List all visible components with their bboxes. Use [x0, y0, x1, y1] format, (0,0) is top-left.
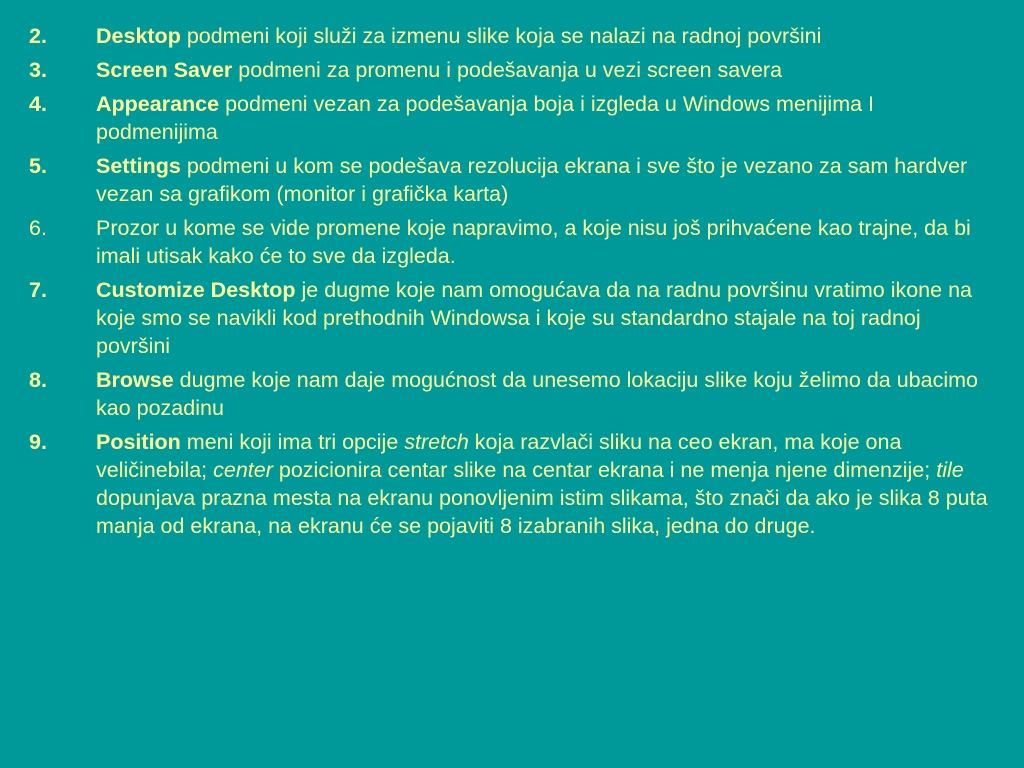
item-text: dugme koje nam daje mogućnost da unesemo lokaciju slike koju želimo da ubacimo kao pozadinu	[96, 368, 978, 420]
item-text: podmeni vezan za podešavanja boja i izgleda u Windows menijima I podmenijima	[96, 92, 875, 144]
item-number: 8.	[29, 368, 47, 392]
list-item	[29, 276, 994, 360]
item-text: dopunjava prazna mesta na ekranu ponovljenim istim slikama, što znači da ako je slika 8 puta manja od ekrana, na ekranu će se pojaviti 8 izabranih slika, jedna do druge.	[96, 486, 988, 538]
numbered-list	[29, 22, 994, 540]
item-text: Prozor u kome se vide promene koje napravimo, a koje nisu još prihvaćene kao trajne, da bi imali utisak kako će to sve da izgleda.	[96, 216, 971, 268]
item-number: 7.	[29, 278, 47, 302]
option-stretch: stretch	[404, 430, 469, 454]
item-term: Browse	[96, 368, 174, 392]
item-text: podmeni koji služi za izmenu slike koja se nalazi na radnoj površini	[186, 24, 822, 48]
list-item	[29, 90, 994, 146]
item-number: 6.	[29, 216, 47, 240]
item-number: 5.	[29, 154, 47, 178]
item-term: Screen Saver	[96, 58, 233, 82]
item-term: Appearance	[96, 92, 220, 116]
option-center: center	[213, 458, 273, 482]
item-text: koja razvlači sliku na ceo ekran, ma koje ona veličinebila;	[96, 430, 902, 482]
item-number: 3.	[29, 58, 47, 82]
item-term: Settings	[96, 154, 181, 178]
option-tile: tile	[936, 458, 964, 482]
item-text: je dugme koje nam omogućava da na radnu površinu vratimo ikone na koje smo se navikli kod prethodnih Windowsa i koje su standardno stajale na toj radnoj površini	[96, 278, 972, 358]
item-term: Position	[96, 430, 181, 454]
list-item	[29, 214, 994, 270]
item-text: pozicionira centar slike na centar ekrana i ne menja njene dimenzije;	[278, 458, 931, 482]
item-text: podmeni za promenu i podešavanja u vezi screen savera	[238, 58, 783, 82]
item-number: 2.	[29, 24, 47, 48]
item-number: 9.	[29, 430, 47, 454]
item-text: podmeni u kom se podešava rezolucija ekrana i sve što je vezano za sam hardver vezan sa grafikom (monitor i grafička karta)	[96, 154, 968, 206]
list-item	[29, 152, 994, 208]
list-item	[29, 428, 994, 540]
item-text: meni koji ima tri opcije	[186, 430, 399, 454]
list-item	[29, 366, 994, 422]
item-term: Customize Desktop	[96, 278, 296, 302]
item-number: 4.	[29, 92, 47, 116]
list-item	[29, 56, 994, 84]
list-item	[29, 22, 994, 50]
item-term: Desktop	[96, 24, 181, 48]
